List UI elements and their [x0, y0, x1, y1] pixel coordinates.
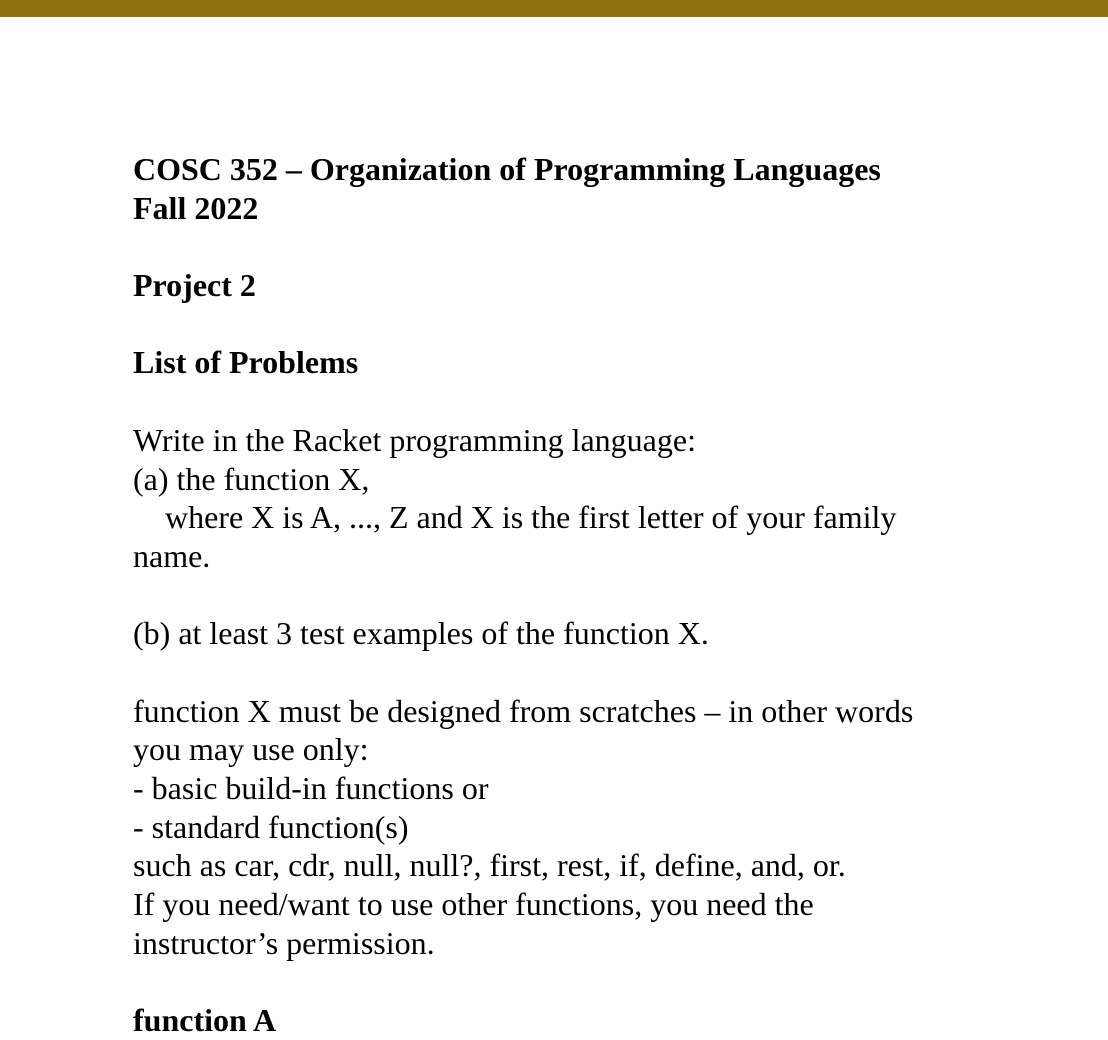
item-a-line: (a) the function X,: [133, 460, 370, 497]
item-a-line: where X is A, ..., Z and X is the first letter of your family: [133, 499, 897, 536]
top-accent-bar: [0, 0, 1108, 17]
spacer: [133, 653, 1033, 692]
rules-line: such as car, cdr, null, null?, first, rest, if, define, and, or.: [133, 847, 846, 884]
rules-line: - standard function(s): [133, 808, 409, 845]
project-title: Project 2: [133, 267, 256, 304]
rules-line: you may use only:: [133, 731, 369, 768]
rules-line: function X must be designed from scratches – in other words: [133, 692, 914, 729]
spacer: [133, 576, 1033, 615]
rules-line: instructor’s permission.: [133, 924, 435, 961]
spacer: [133, 962, 1033, 1001]
course-title: COSC 352 – Organization of Programming Languages: [133, 151, 881, 187]
section-title: List of Problems: [133, 344, 359, 381]
document-body: [133, 150, 1033, 1040]
spacer: [133, 227, 1033, 266]
next-heading-partial: function A: [133, 1002, 277, 1039]
rules-line: If you need/want to use other functions, you need the: [133, 886, 814, 923]
spacer: [133, 382, 1033, 421]
term: Fall 2022: [133, 189, 259, 226]
spacer: [133, 305, 1033, 344]
item-b-line: (b) at least 3 test examples of the function X.: [133, 615, 709, 652]
intro-text: Write in the Racket programming language:: [133, 421, 696, 458]
rules-line: - basic build-in functions or: [133, 770, 489, 806]
item-a-line: name.: [133, 537, 211, 574]
